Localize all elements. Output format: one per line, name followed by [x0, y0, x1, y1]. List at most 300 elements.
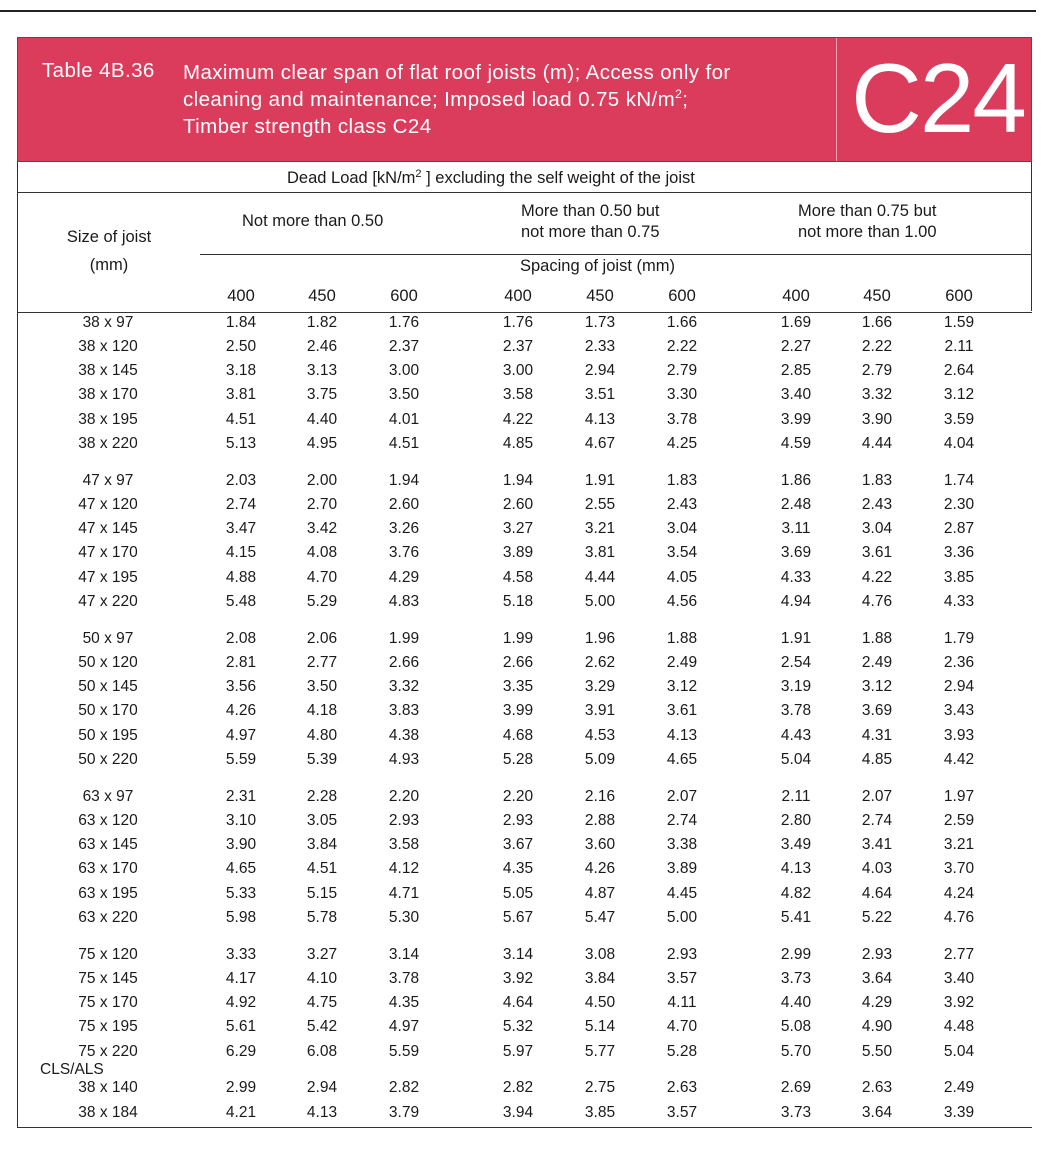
span-value-cell: 5.15 — [306, 885, 338, 902]
joist-size-cell: 63 x 220 — [78, 909, 138, 926]
span-value-cell: 2.16 — [584, 788, 616, 805]
span-value-cell: 4.29 — [861, 994, 893, 1011]
span-value-cell: 1.82 — [306, 314, 338, 331]
span-value-cell: 4.88 — [225, 569, 257, 586]
joist-size-cell: 50 x 120 — [78, 654, 138, 671]
span-value-cell: 4.31 — [861, 727, 893, 744]
span-value-cell: 3.27 — [306, 946, 338, 963]
span-value-cell: 3.81 — [225, 386, 257, 403]
table-right-border — [1031, 162, 1032, 311]
span-value-cell: 1.79 — [943, 630, 975, 647]
span-value-cell: 3.92 — [502, 970, 534, 987]
group-header-2-line-2: not more than 0.75 — [521, 223, 660, 241]
bottom-rule — [17, 1127, 1032, 1128]
joist-size-cell: 47 x 170 — [78, 544, 138, 561]
span-value-cell: 1.96 — [584, 630, 616, 647]
span-value-cell: 1.99 — [388, 630, 420, 647]
span-value-cell: 4.83 — [388, 593, 420, 610]
span-value-cell: 2.37 — [502, 338, 534, 355]
span-value-cell: 4.04 — [943, 435, 975, 452]
span-value-cell: 4.70 — [306, 569, 338, 586]
joist-size-cell: 50 x 97 — [82, 630, 134, 647]
joist-size-cell: 75 x 120 — [78, 946, 138, 963]
group-header-2-line-1: More than 0.50 but — [521, 202, 660, 220]
spacing-heading: Spacing of joist (mm) — [520, 257, 675, 275]
spacing-header-cell: 450 — [586, 287, 614, 305]
span-value-cell: 2.82 — [502, 1079, 534, 1096]
span-value-cell: 4.18 — [306, 702, 338, 719]
span-value-cell: 5.59 — [388, 1043, 420, 1060]
span-value-cell: 3.50 — [306, 678, 338, 695]
span-value-cell: 3.67 — [502, 836, 534, 853]
span-value-cell: 5.05 — [502, 885, 534, 902]
span-value-cell: 2.93 — [502, 812, 534, 829]
spacing-header-cell: 600 — [390, 287, 418, 305]
span-value-cell: 3.78 — [388, 970, 420, 987]
span-value-cell: 4.38 — [388, 727, 420, 744]
joist-size-cell: 50 x 195 — [78, 727, 138, 744]
span-value-cell: 3.35 — [502, 678, 534, 695]
span-value-cell: 2.85 — [780, 362, 812, 379]
span-value-cell: 3.21 — [584, 520, 616, 537]
span-value-cell: 3.84 — [306, 836, 338, 853]
span-value-cell: 5.98 — [225, 909, 257, 926]
span-value-cell: 3.27 — [502, 520, 534, 537]
span-value-cell: 4.70 — [666, 1018, 698, 1035]
span-value-cell: 5.67 — [502, 909, 534, 926]
span-value-cell: 5.28 — [666, 1043, 698, 1060]
spacing-header-cell: 400 — [504, 287, 532, 305]
span-value-cell: 3.08 — [584, 946, 616, 963]
span-value-cell: 3.58 — [388, 836, 420, 853]
group-header-3-line-2: not more than 1.00 — [798, 223, 937, 241]
span-value-cell: 1.74 — [943, 472, 975, 489]
joist-size-cell: 38 x 220 — [78, 435, 138, 452]
span-value-cell: 3.69 — [780, 544, 812, 561]
span-value-cell: 2.79 — [861, 362, 893, 379]
header-rule-2 — [200, 254, 1032, 255]
span-value-cell: 3.64 — [861, 970, 893, 987]
span-value-cell: 6.08 — [306, 1043, 338, 1060]
span-value-cell: 4.40 — [306, 411, 338, 428]
span-value-cell: 4.87 — [584, 885, 616, 902]
span-value-cell: 4.01 — [388, 411, 420, 428]
span-value-cell: 5.30 — [388, 909, 420, 926]
span-value-cell: 5.00 — [584, 593, 616, 610]
joist-size-cell: 63 x 97 — [82, 788, 134, 805]
span-value-cell: 4.40 — [780, 994, 812, 1011]
span-value-cell: 3.04 — [861, 520, 893, 537]
joist-size-cell: 38 x 97 — [82, 314, 134, 331]
span-value-cell: 3.89 — [502, 544, 534, 561]
span-value-cell: 2.66 — [502, 654, 534, 671]
span-value-cell: 3.19 — [780, 678, 812, 695]
span-value-cell: 2.93 — [861, 946, 893, 963]
span-value-cell: 1.84 — [225, 314, 257, 331]
span-value-cell: 3.42 — [306, 520, 338, 537]
span-value-cell: 2.07 — [861, 788, 893, 805]
span-value-cell: 4.13 — [780, 860, 812, 877]
span-value-cell: 3.81 — [584, 544, 616, 561]
span-value-cell: 3.40 — [780, 386, 812, 403]
span-value-cell: 5.14 — [584, 1018, 616, 1035]
span-value-cell: 4.50 — [584, 994, 616, 1011]
span-value-cell: 2.22 — [666, 338, 698, 355]
span-value-cell: 2.11 — [781, 788, 811, 805]
span-value-cell: 4.65 — [666, 751, 698, 768]
joist-size-cell: 50 x 145 — [78, 678, 138, 695]
span-value-cell: 3.75 — [306, 386, 338, 403]
span-value-cell: 1.88 — [666, 630, 698, 647]
span-value-cell: 3.38 — [666, 836, 698, 853]
span-value-cell: 2.49 — [861, 654, 893, 671]
span-value-cell: 2.59 — [943, 812, 975, 829]
span-value-cell: 3.36 — [943, 544, 975, 561]
span-value-cell: 2.60 — [502, 496, 534, 513]
span-value-cell: 2.77 — [306, 654, 338, 671]
span-value-cell: 4.44 — [584, 569, 616, 586]
spacing-header-cell: 450 — [863, 287, 891, 305]
span-value-cell: 2.37 — [388, 338, 420, 355]
span-value-cell: 3.84 — [584, 970, 616, 987]
joist-size-cell: 38 x 184 — [78, 1104, 138, 1121]
span-value-cell: 4.45 — [666, 885, 698, 902]
span-value-cell: 4.93 — [388, 751, 420, 768]
span-value-cell: 2.74 — [666, 812, 698, 829]
joist-size-cell: 38 x 120 — [78, 338, 138, 355]
span-value-cell: 1.91 — [584, 472, 616, 489]
span-value-cell: 3.73 — [780, 970, 812, 987]
span-value-cell: 3.93 — [943, 727, 975, 744]
joist-size-cell: 50 x 170 — [78, 702, 138, 719]
span-value-cell: 4.65 — [225, 860, 257, 877]
span-value-cell: 3.76 — [388, 544, 420, 561]
span-value-cell: 2.03 — [225, 472, 257, 489]
strength-class-badge: C24 — [851, 43, 1025, 153]
span-value-cell: 4.82 — [780, 885, 812, 902]
span-value-cell: 2.69 — [780, 1079, 812, 1096]
span-value-cell: 4.33 — [780, 569, 812, 586]
span-value-cell: 1.83 — [666, 472, 698, 489]
title-line-3: Timber strength class C24 — [183, 115, 432, 138]
span-value-cell: 4.21 — [225, 1104, 257, 1121]
span-value-cell: 1.86 — [780, 472, 812, 489]
span-value-cell: 2.77 — [943, 946, 975, 963]
span-value-cell: 4.76 — [861, 593, 893, 610]
span-value-cell: 4.51 — [306, 860, 338, 877]
span-value-cell: 3.26 — [388, 520, 420, 537]
span-value-cell: 4.58 — [502, 569, 534, 586]
span-value-cell: 2.99 — [225, 1079, 257, 1096]
span-value-cell: 4.13 — [306, 1104, 338, 1121]
span-value-cell: 4.51 — [225, 411, 257, 428]
span-value-cell: 3.83 — [388, 702, 420, 719]
size-of-joist-label: Size of joist — [66, 228, 152, 246]
span-value-cell: 5.04 — [943, 1043, 975, 1060]
span-value-cell: 5.59 — [225, 751, 257, 768]
span-value-cell: 1.94 — [388, 472, 420, 489]
span-value-cell: 4.12 — [388, 860, 420, 877]
span-value-cell: 2.93 — [388, 812, 420, 829]
span-value-cell: 5.97 — [502, 1043, 534, 1060]
span-value-cell: 3.10 — [225, 812, 257, 829]
span-value-cell: 2.08 — [225, 630, 257, 647]
span-value-cell: 1.94 — [502, 472, 534, 489]
joist-size-cell: 63 x 145 — [78, 836, 138, 853]
span-value-cell: 4.13 — [666, 727, 698, 744]
span-value-cell: 3.32 — [388, 678, 420, 695]
spacing-header-cell: 450 — [308, 287, 336, 305]
span-value-cell: 2.74 — [861, 812, 893, 829]
span-value-cell: 2.74 — [225, 496, 257, 513]
span-value-cell: 5.28 — [502, 751, 534, 768]
span-value-cell: 4.95 — [306, 435, 338, 452]
span-value-cell: 2.46 — [306, 338, 338, 355]
span-value-cell: 3.90 — [225, 836, 257, 853]
span-value-cell: 4.05 — [666, 569, 698, 586]
span-value-cell: 2.94 — [306, 1079, 338, 1096]
span-value-cell: 3.64 — [861, 1104, 893, 1121]
size-unit-label: (mm) — [89, 256, 129, 274]
span-value-cell: 5.04 — [780, 751, 812, 768]
span-value-cell: 4.13 — [584, 411, 616, 428]
span-value-cell: 4.03 — [861, 860, 893, 877]
span-value-cell: 3.94 — [502, 1104, 534, 1121]
span-value-cell: 3.30 — [666, 386, 698, 403]
joist-size-cell: 63 x 195 — [78, 885, 138, 902]
span-value-cell: 2.64 — [943, 362, 975, 379]
span-value-cell: 2.50 — [225, 338, 257, 355]
span-value-cell: 4.11 — [667, 994, 697, 1011]
span-value-cell: 3.85 — [584, 1104, 616, 1121]
span-value-cell: 3.00 — [502, 362, 534, 379]
span-value-cell: 4.33 — [943, 593, 975, 610]
span-value-cell: 2.33 — [584, 338, 616, 355]
span-value-cell: 5.47 — [584, 909, 616, 926]
span-value-cell: 4.64 — [861, 885, 893, 902]
span-value-cell: 4.24 — [943, 885, 975, 902]
span-value-cell: 3.85 — [943, 569, 975, 586]
span-value-cell: 3.18 — [225, 362, 257, 379]
span-value-cell: 3.78 — [780, 702, 812, 719]
span-value-cell: 3.00 — [388, 362, 420, 379]
span-value-cell: 3.60 — [584, 836, 616, 853]
span-value-cell: 1.59 — [943, 314, 975, 331]
span-value-cell: 3.29 — [584, 678, 616, 695]
span-value-cell: 2.20 — [388, 788, 420, 805]
span-value-cell: 2.11 — [944, 338, 974, 355]
span-value-cell: 2.80 — [780, 812, 812, 829]
span-value-cell: 4.22 — [502, 411, 534, 428]
span-value-cell: 2.60 — [388, 496, 420, 513]
span-value-cell: 4.92 — [225, 994, 257, 1011]
span-value-cell: 3.41 — [861, 836, 893, 853]
span-value-cell: 2.54 — [780, 654, 812, 671]
span-value-cell: 4.80 — [306, 727, 338, 744]
span-value-cell: 2.43 — [861, 496, 893, 513]
span-value-cell: 2.99 — [780, 946, 812, 963]
joist-size-cell: 63 x 120 — [78, 812, 138, 829]
joist-size-cell: 75 x 220 — [78, 1043, 138, 1060]
dead-load-heading: Dead Load [$kN/m^2$ ] excluding the self weight of the joist — [287, 168, 695, 187]
span-value-cell: 3.92 — [943, 994, 975, 1011]
span-value-cell: 3.99 — [502, 702, 534, 719]
span-value-cell: 2.48 — [780, 496, 812, 513]
joist-size-cell: 75 x 145 — [78, 970, 138, 987]
span-value-cell: 6.29 — [225, 1043, 257, 1060]
span-value-cell: 2.49 — [943, 1079, 975, 1096]
span-value-cell: 3.58 — [502, 386, 534, 403]
span-value-cell: 3.50 — [388, 386, 420, 403]
title-line-1: Maximum clear span of flat roof joists (m); Access only for — [183, 61, 731, 84]
span-value-cell: 4.97 — [225, 727, 257, 744]
joist-size-cell: 75 x 170 — [78, 994, 138, 1011]
title-line-2: cleaning and maintenance; Imposed load 0.75 $kN/m^2$; — [183, 87, 689, 111]
span-value-cell: 2.94 — [584, 362, 616, 379]
span-value-cell: 1.76 — [388, 314, 420, 331]
span-value-cell: 4.29 — [388, 569, 420, 586]
span-value-cell: 2.22 — [861, 338, 893, 355]
span-value-cell: 2.49 — [666, 654, 698, 671]
span-value-cell: 4.97 — [388, 1018, 420, 1035]
span-value-cell: 5.13 — [225, 435, 257, 452]
span-value-cell: 4.51 — [388, 435, 420, 452]
span-value-cell: 1.97 — [943, 788, 975, 805]
top-rule — [0, 10, 1036, 12]
span-value-cell: 3.91 — [584, 702, 616, 719]
span-value-cell: 2.31 — [225, 788, 257, 805]
span-value-cell: 4.53 — [584, 727, 616, 744]
span-value-cell: 4.44 — [861, 435, 893, 452]
span-value-cell: 2.00 — [306, 472, 338, 489]
span-value-cell: 1.66 — [666, 314, 698, 331]
table-title — [183, 59, 843, 140]
group-header-3-line-1: More than 0.75 but — [798, 202, 937, 220]
span-value-cell: 4.35 — [502, 860, 534, 877]
span-value-cell: 4.17 — [225, 970, 257, 987]
span-value-cell: 4.85 — [861, 751, 893, 768]
span-value-cell: 3.13 — [306, 362, 338, 379]
span-value-cell: 5.78 — [306, 909, 338, 926]
span-value-cell: 3.40 — [943, 970, 975, 987]
span-value-cell: 3.47 — [225, 520, 257, 537]
span-value-cell: 4.42 — [943, 751, 975, 768]
span-value-cell: 4.43 — [780, 727, 812, 744]
joist-size-cell: 63 x 170 — [78, 860, 138, 877]
span-value-cell: 2.36 — [943, 654, 975, 671]
joist-size-cell: 47 x 220 — [78, 593, 138, 610]
span-value-cell: 3.54 — [666, 544, 698, 561]
span-value-cell: 2.27 — [780, 338, 812, 355]
span-value-cell: 3.99 — [780, 411, 812, 428]
span-value-cell: 4.26 — [584, 860, 616, 877]
span-value-cell: 5.41 — [780, 909, 812, 926]
span-value-cell: 5.61 — [225, 1018, 257, 1035]
span-value-cell: 3.57 — [666, 970, 698, 987]
span-value-cell: 2.55 — [584, 496, 616, 513]
span-value-cell: 4.22 — [861, 569, 893, 586]
span-value-cell: 2.06 — [306, 630, 338, 647]
spacing-header-cell: 600 — [668, 287, 696, 305]
span-value-cell: 1.99 — [502, 630, 534, 647]
span-value-cell: 3.12 — [943, 386, 975, 403]
spacing-header-cell: 600 — [945, 287, 973, 305]
span-value-cell: 3.49 — [780, 836, 812, 853]
span-value-cell: 5.42 — [306, 1018, 338, 1035]
span-value-cell: 1.69 — [780, 314, 812, 331]
span-value-cell: 3.12 — [666, 678, 698, 695]
span-value-cell: 3.90 — [861, 411, 893, 428]
spacing-header-cell: 400 — [227, 287, 255, 305]
span-value-cell: 4.67 — [584, 435, 616, 452]
span-value-cell: 4.35 — [388, 994, 420, 1011]
span-value-cell: 1.66 — [861, 314, 893, 331]
joist-size-cell: 38 x 140 — [78, 1079, 138, 1096]
span-value-cell: 5.09 — [584, 751, 616, 768]
span-value-cell: 3.79 — [388, 1104, 420, 1121]
span-value-cell: 4.48 — [943, 1018, 975, 1035]
table-banner — [17, 37, 1032, 162]
span-value-cell: 3.14 — [502, 946, 534, 963]
span-value-cell: 2.94 — [943, 678, 975, 695]
span-value-cell: 3.04 — [666, 520, 698, 537]
span-value-cell: 5.77 — [584, 1043, 616, 1060]
span-value-cell: 3.61 — [861, 544, 893, 561]
span-value-cell: 5.33 — [225, 885, 257, 902]
span-value-cell: 2.62 — [584, 654, 616, 671]
span-value-cell: 4.85 — [502, 435, 534, 452]
joist-size-cell: 47 x 120 — [78, 496, 138, 513]
span-value-cell: 3.12 — [861, 678, 893, 695]
span-value-cell: 3.70 — [943, 860, 975, 877]
span-value-cell: 5.29 — [306, 593, 338, 610]
span-value-cell: 3.57 — [666, 1104, 698, 1121]
span-value-cell: 4.25 — [666, 435, 698, 452]
span-value-cell: 3.61 — [666, 702, 698, 719]
span-value-cell: 4.08 — [306, 544, 338, 561]
span-value-cell: 2.20 — [502, 788, 534, 805]
span-value-cell: 5.50 — [861, 1043, 893, 1060]
table-left-border — [17, 162, 18, 1128]
span-value-cell: 4.15 — [225, 544, 257, 561]
span-value-cell: 3.56 — [225, 678, 257, 695]
span-value-cell: 3.59 — [943, 411, 975, 428]
span-value-cell: 2.43 — [666, 496, 698, 513]
span-value-cell: 5.00 — [666, 909, 698, 926]
joist-size-cell: 75 x 195 — [78, 1018, 138, 1035]
span-value-cell: 3.73 — [780, 1104, 812, 1121]
span-value-cell: 3.69 — [861, 702, 893, 719]
banner-divider — [836, 38, 837, 161]
span-value-cell: 3.11 — [781, 520, 811, 537]
span-value-cell: 3.33 — [225, 946, 257, 963]
header-rule-1 — [17, 192, 1032, 193]
span-value-cell: 4.59 — [780, 435, 812, 452]
span-value-cell: 5.48 — [225, 593, 257, 610]
span-value-cell: 2.88 — [584, 812, 616, 829]
span-value-cell: 5.08 — [780, 1018, 812, 1035]
span-value-cell: 2.66 — [388, 654, 420, 671]
joist-size-cell: 38 x 145 — [78, 362, 138, 379]
span-value-cell: 1.76 — [502, 314, 534, 331]
span-value-cell: 4.10 — [306, 970, 338, 987]
spacing-header-cell: 400 — [782, 287, 810, 305]
span-value-cell: 4.90 — [861, 1018, 893, 1035]
group-header-1: Not more than 0.50 — [242, 212, 384, 230]
span-value-cell: 3.51 — [584, 386, 616, 403]
joist-size-cell: 47 x 145 — [78, 520, 138, 537]
span-value-cell: 4.71 — [388, 885, 420, 902]
